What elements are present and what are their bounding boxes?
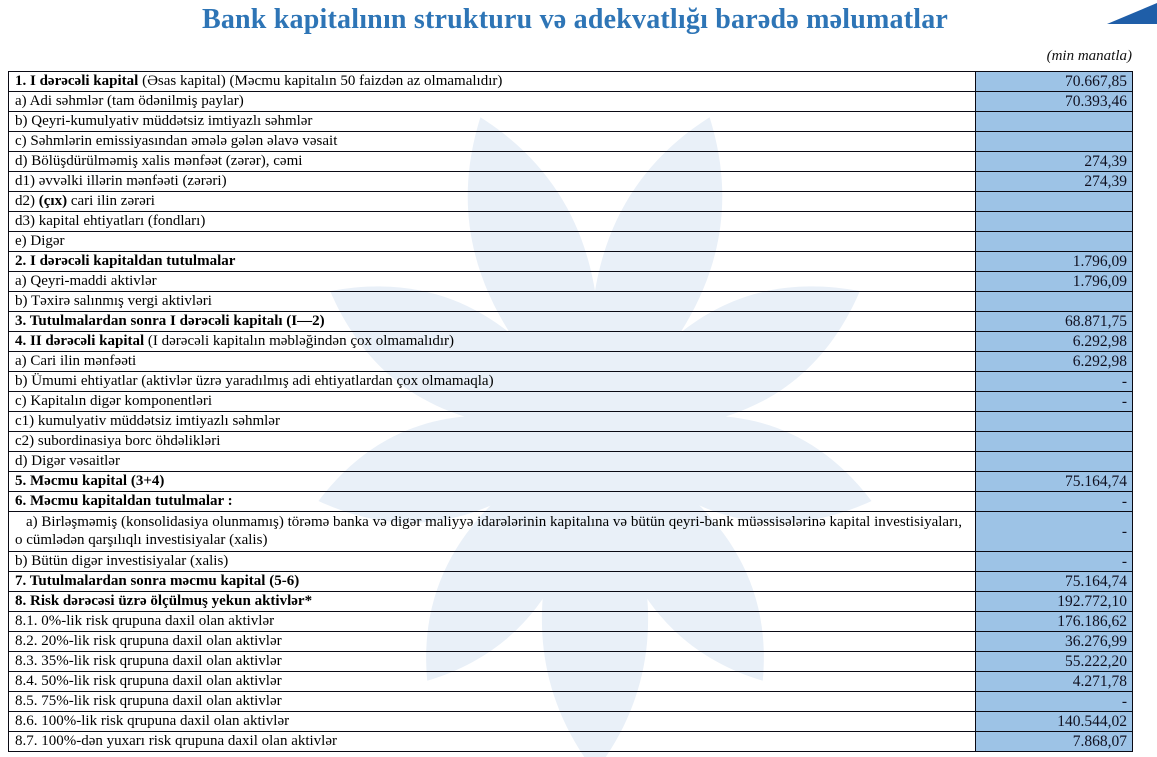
row-label (9, 732, 976, 752)
row-value: 55.222,20 (976, 652, 1133, 672)
row-value: 7.868,07 (976, 732, 1133, 752)
table-row (9, 172, 1133, 192)
table-row (9, 152, 1133, 172)
row-value: 6.292,98 (976, 352, 1133, 372)
row-label-text: a) Cari ilin mənfəəti (15, 352, 137, 369)
row-value: - (976, 512, 1133, 552)
row-label (9, 712, 976, 732)
capital-structure-table (8, 71, 1133, 752)
row-label (9, 212, 976, 232)
row-label-text: e) Digər (15, 232, 65, 249)
row-label (9, 272, 976, 292)
row-value: 274,39 (976, 152, 1133, 172)
table-row (9, 292, 1133, 312)
row-label-text: 8.3. 35%-lik risk qrupuna daxil olan aktivlər (15, 652, 282, 669)
unit-note: (min manatla) (1046, 48, 1132, 64)
table-row (9, 312, 1133, 332)
row-label-text: 8.5. 75%-lik risk qrupuna daxil olan aktivlər (15, 692, 282, 709)
table-row (9, 332, 1133, 352)
table-row (9, 132, 1133, 152)
row-label-text: 3. Tutulmalardan sonra I dərəcəli kapitalı (I—2) (15, 312, 325, 329)
row-value (976, 132, 1133, 152)
row-label-text: 1. I dərəcəli kapital (15, 72, 139, 89)
row-label (9, 72, 976, 92)
row-label-text: 8.1. 0%-lik risk qrupuna daxil olan aktivlər (15, 612, 275, 629)
table-row (9, 732, 1133, 752)
row-label (9, 552, 976, 572)
row-label (9, 392, 976, 412)
row-label-text: a) Birləşməmiş (konsolidasiya olunmamış) törəmə banka və digər maliyyə idarələrinin kapitalına və bütün qeyri-bank müəssisələrinə kapital investisiyaları, o cümlədən qarşılıqlı investisiyalar (xalis) (15, 514, 962, 548)
table-row (9, 612, 1133, 632)
row-label-text: c2) subordinasiya borc öhdəlikləri (15, 432, 221, 449)
row-label (9, 132, 976, 152)
row-label-text: c) Səhmlərin emissiyasından əmələ gələn əlavə vəsait (15, 132, 338, 149)
row-label (9, 472, 976, 492)
row-value: 68.871,75 (976, 312, 1133, 332)
row-label (9, 92, 976, 112)
table-row (9, 412, 1133, 432)
row-value: - (976, 692, 1133, 712)
row-value (976, 432, 1133, 452)
row-label (9, 152, 976, 172)
row-value (976, 232, 1133, 252)
row-label (9, 112, 976, 132)
table-row (9, 652, 1133, 672)
row-label (9, 372, 976, 392)
row-label-text: (I dərəcəli kapitalın məbləğindən çox olmamalıdır) (144, 332, 455, 349)
table-row (9, 592, 1133, 612)
table-row (9, 572, 1133, 592)
row-value: 1.796,09 (976, 272, 1133, 292)
row-value: - (976, 372, 1133, 392)
table-row (9, 192, 1133, 212)
row-label-text: d) Digər vəsaitlər (15, 452, 120, 469)
row-label-text: 7. Tutulmalardan sonra məcmu kapital (5-6) (15, 572, 300, 589)
row-label-text: b) Təxirə salınmış vergi aktivləri (15, 292, 212, 309)
row-value: 140.544,02 (976, 712, 1133, 732)
row-label-text: c1) kumulyativ müddətsiz imtiyazlı səhmlər (15, 412, 280, 429)
row-label-text: 8.6. 100%-lik risk qrupuna daxil olan aktivlər (15, 712, 290, 729)
row-label (9, 432, 976, 452)
table-row (9, 392, 1133, 412)
row-label-text: c) Kapitalın digər komponentləri (15, 392, 213, 409)
corner-triangle-icon (1107, 3, 1157, 24)
row-label (9, 192, 976, 212)
row-label-text: d2) (15, 192, 39, 209)
table-row (9, 492, 1133, 512)
row-label-text: a) Adi səhmlər (tam ödənilmiş paylar) (15, 92, 244, 109)
table-row (9, 72, 1133, 92)
row-label-text: 8. Risk dərəcəsi üzrə ölçülmuş yekun aktivlər* (15, 592, 313, 609)
table-row (9, 552, 1133, 572)
row-label-text: d1) əvvəlki illərin mənfəəti (zərəri) (15, 172, 227, 189)
row-label-text: 8.4. 50%-lik risk qrupuna daxil olan aktivlər (15, 672, 282, 689)
row-label (9, 292, 976, 312)
table-row (9, 712, 1133, 732)
row-label-text: 8.2. 20%-lik risk qrupuna daxil olan aktivlər (15, 632, 282, 649)
table-row (9, 92, 1133, 112)
row-label-text: 2. I dərəcəli kapitaldan tutulmalar (15, 252, 236, 269)
row-value: 36.276,99 (976, 632, 1133, 652)
row-value: 274,39 (976, 172, 1133, 192)
row-value (976, 192, 1133, 212)
row-label (9, 692, 976, 712)
row-value: 75.164,74 (976, 572, 1133, 592)
table-row (9, 252, 1133, 272)
table-row (9, 352, 1133, 372)
row-label (9, 652, 976, 672)
row-label (9, 332, 976, 352)
table-row (9, 452, 1133, 472)
row-label (9, 452, 976, 472)
table-row (9, 672, 1133, 692)
table-row (9, 472, 1133, 492)
table-row (9, 112, 1133, 132)
row-label (9, 572, 976, 592)
table-row (9, 512, 1133, 552)
row-value (976, 212, 1133, 232)
row-value: 70.667,85 (976, 72, 1133, 92)
row-label-text: 5. Məcmu kapital (3+4) (15, 472, 165, 489)
row-value: 192.772,10 (976, 592, 1133, 612)
row-label (9, 352, 976, 372)
row-value: - (976, 552, 1133, 572)
row-label-text: (çıx) (38, 192, 68, 209)
table-row (9, 272, 1133, 292)
row-value (976, 452, 1133, 472)
row-label (9, 232, 976, 252)
row-value (976, 412, 1133, 432)
row-label (9, 312, 976, 332)
row-label (9, 492, 976, 512)
row-label-text: d3) kapital ehtiyatları (fondları) (15, 212, 206, 229)
row-label-text: d) Bölüşdürülməmiş xalis mənfəət (zərər), cəmi (15, 152, 303, 169)
row-value: - (976, 492, 1133, 512)
row-value (976, 112, 1133, 132)
table-row (9, 232, 1133, 252)
row-value: 6.292,98 (976, 332, 1133, 352)
row-label (9, 672, 976, 692)
row-value (976, 292, 1133, 312)
table-row (9, 692, 1133, 712)
row-label-text: 6. Məcmu kapitaldan tutulmalar : (15, 492, 233, 509)
row-label-text: 4. II dərəcəli kapital (15, 332, 145, 349)
row-label (9, 252, 976, 272)
row-value: 4.271,78 (976, 672, 1133, 692)
row-label-text: (Əsas kapital) (Məcmu kapitalın 50 faizdən az olmamalıdır) (138, 72, 503, 89)
row-label (9, 592, 976, 612)
table-row (9, 372, 1133, 392)
table-row (9, 212, 1133, 232)
row-value: 1.796,09 (976, 252, 1133, 272)
row-value: 176.186,62 (976, 612, 1133, 632)
table-row (9, 432, 1133, 452)
row-value: 75.164,74 (976, 472, 1133, 492)
row-label-text: 8.7. 100%-dən yuxarı risk qrupuna daxil olan aktivlər (15, 732, 338, 749)
row-value: - (976, 392, 1133, 412)
row-label (9, 172, 976, 192)
row-value: 70.393,46 (976, 92, 1133, 112)
row-label-text: b) Bütün digər investisiyalar (xalis) (15, 552, 229, 569)
row-label-text: b) Qeyri-kumulyativ müddətsiz imtiyazlı səhmlər (15, 112, 313, 129)
row-label-text: b) Ümumi ehtiyatlar (aktivlər üzrə yaradılmış adi ehtiyatlardan çox olmamaqla) (15, 372, 494, 389)
row-label (9, 632, 976, 652)
row-label-text: a) Qeyri-maddi aktivlər (15, 272, 157, 289)
table-row (9, 632, 1133, 652)
row-label-text: cari ilin zərəri (67, 192, 155, 209)
row-label (9, 512, 976, 552)
row-label (9, 612, 976, 632)
capital-table-body (9, 72, 1133, 752)
page-title: Bank kapitalının strukturu və adekvatlığı barədə məlumatlar (201, 4, 949, 35)
row-label (9, 412, 976, 432)
